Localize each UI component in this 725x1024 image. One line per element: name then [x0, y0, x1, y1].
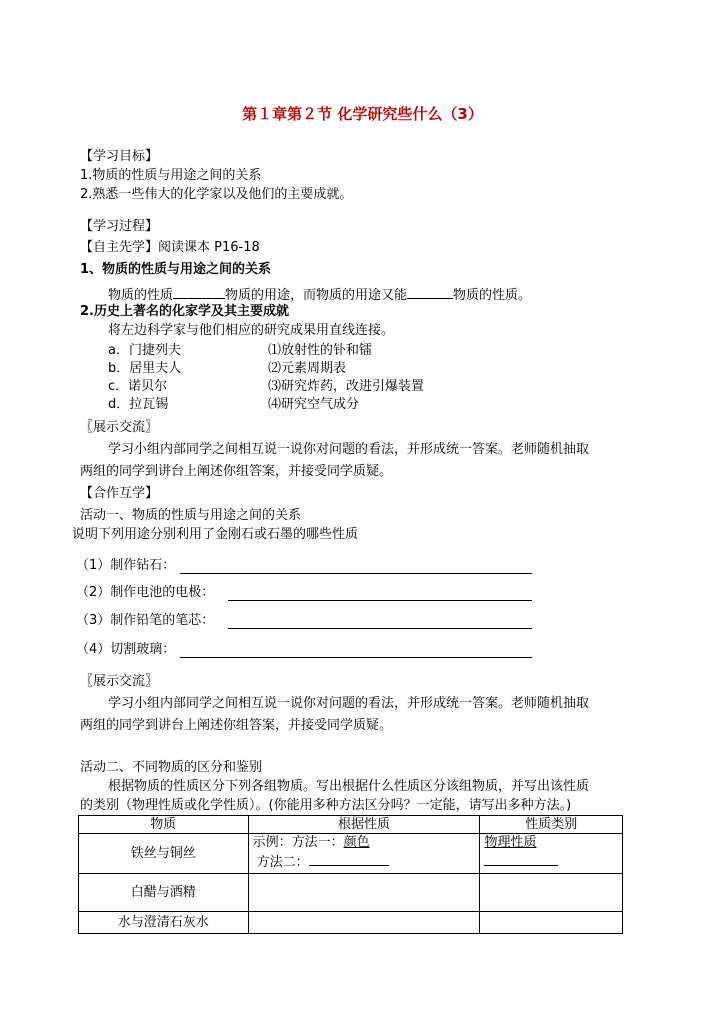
table-header-row: [79, 816, 623, 834]
row1-category-blank[interactable]: [484, 851, 558, 866]
achievement-1: ⑴放射性的钋和镭: [268, 343, 373, 358]
self-study-text: 阅读课本 P16-18: [158, 240, 260, 255]
table-row: [79, 834, 623, 874]
scientist-d: d．拉瓦锡: [108, 397, 169, 412]
share1-line1: 学习小组内部同学之间相互说一说你对问题的看法，并形成统一答案。老师随机抽取: [108, 442, 590, 457]
section1-text-part3: 物质的性质。: [453, 288, 532, 303]
activity2-line1: 根据物质的性质区分下列各组物质。写出根据什么性质区分该组物质，并写出该性质: [108, 779, 590, 794]
section1-text-part2: 物质的用途，而物质的用途又能: [225, 288, 408, 303]
achievement-4: ⑷研究空气成分: [268, 397, 360, 412]
goals-heading: 【学习目标】: [80, 149, 159, 164]
header-substance: 物质: [79, 816, 249, 834]
section2-heading: 2.历史上著名的化家学及其主要成就: [80, 304, 289, 319]
table-row: [79, 874, 623, 912]
scientist-a: a．门捷列夫: [108, 343, 181, 358]
header-property: 根据性质: [248, 816, 480, 834]
question-2: （2）制作电池的电极：: [76, 585, 215, 600]
coop-heading: 【合作互学】: [80, 486, 159, 501]
activity1-intro: 说明下列用途分别利用了金刚石或石墨的哪些性质: [72, 527, 359, 542]
answer-line-3[interactable]: [228, 628, 532, 629]
answer-line-4[interactable]: [180, 657, 532, 658]
row1-method1-prefix: 示例：方法一：: [252, 835, 344, 850]
row1-method1-value: 颜色: [343, 835, 370, 850]
row3-property-cell[interactable]: [248, 912, 480, 934]
activity2-heading: 活动二、不同物质的区分和鉴别: [80, 760, 263, 775]
row2-property-cell[interactable]: [248, 874, 480, 912]
section1-text-part1: 物质的性质: [108, 288, 174, 303]
row2-substance: 白醋与酒精: [79, 874, 249, 912]
substance-table: [78, 815, 623, 934]
answer-line-1[interactable]: [180, 573, 532, 574]
page-title: 第１章第２节 化学研究些什么（3）: [242, 105, 483, 123]
question-3: （3）制作铅笔的笔芯：: [76, 613, 215, 628]
question-1: （1）制作钻石：: [76, 558, 176, 573]
self-study-line: [80, 239, 260, 257]
share2-line2: 两组的同学到讲台上阐述你组答案，并接受同学质疑。: [80, 718, 393, 733]
achievement-2: ⑵元素周期表: [268, 361, 347, 376]
scientist-c: c．诺贝尔: [108, 379, 168, 394]
blank-1[interactable]: [173, 284, 225, 299]
row2-category-cell[interactable]: [480, 874, 623, 912]
header-category: 性质类别: [480, 816, 623, 834]
self-study-tag: 【自主先学】: [80, 240, 159, 255]
section1-text: [108, 284, 531, 305]
share1-line2: 两组的同学到讲台上阐述你组答案，并接受同学质疑。: [80, 464, 393, 479]
row1-category-cell[interactable]: [480, 834, 623, 874]
row1-method2-prefix: 方法二：: [256, 855, 309, 870]
row1-method2-blank[interactable]: [309, 851, 389, 866]
row3-substance: 水与澄清石灰水: [79, 912, 249, 934]
scientist-b: b．居里夫人: [108, 361, 182, 376]
goal-item-1: 1.物质的性质与用途之间的关系: [80, 168, 262, 183]
row1-category-value: 物理性质: [484, 835, 537, 850]
row1-substance: 铁丝与铜丝: [79, 834, 249, 874]
question-4: （4）切割玻璃：: [76, 642, 176, 657]
share2-line1: 学习小组内部同学之间相互说一说你对问题的看法，并形成统一答案。老师随机抽取: [108, 696, 590, 711]
answer-line-2[interactable]: [228, 600, 532, 601]
process-heading: 【学习过程】: [80, 219, 159, 234]
table-row: [79, 912, 623, 934]
achievement-3: ⑶研究炸药，改进引爆装置: [268, 379, 425, 394]
share1-heading: 〖展示交流〗: [80, 420, 159, 435]
share2-heading: 〖展示交流〗: [80, 674, 159, 689]
row1-property-cell[interactable]: [248, 834, 480, 874]
row3-category-cell[interactable]: [480, 912, 623, 934]
activity1-heading: 活动一、物质的性质与用途之间的关系: [80, 508, 302, 523]
blank-2[interactable]: [407, 284, 453, 299]
section2-instruction: 将左边科学家与他们相应的研究成果用直线连接。: [108, 323, 395, 338]
activity2-line2: 的类别（物理性质或化学性质）。(你能用多种方法区分吗？一定能，请写出多种方法。): [80, 798, 572, 813]
goal-item-2: 2.熟悉一些伟大的化学家以及他们的主要成就。: [80, 187, 353, 202]
section1-heading: 1、物质的性质与用途之间的关系: [80, 262, 272, 277]
